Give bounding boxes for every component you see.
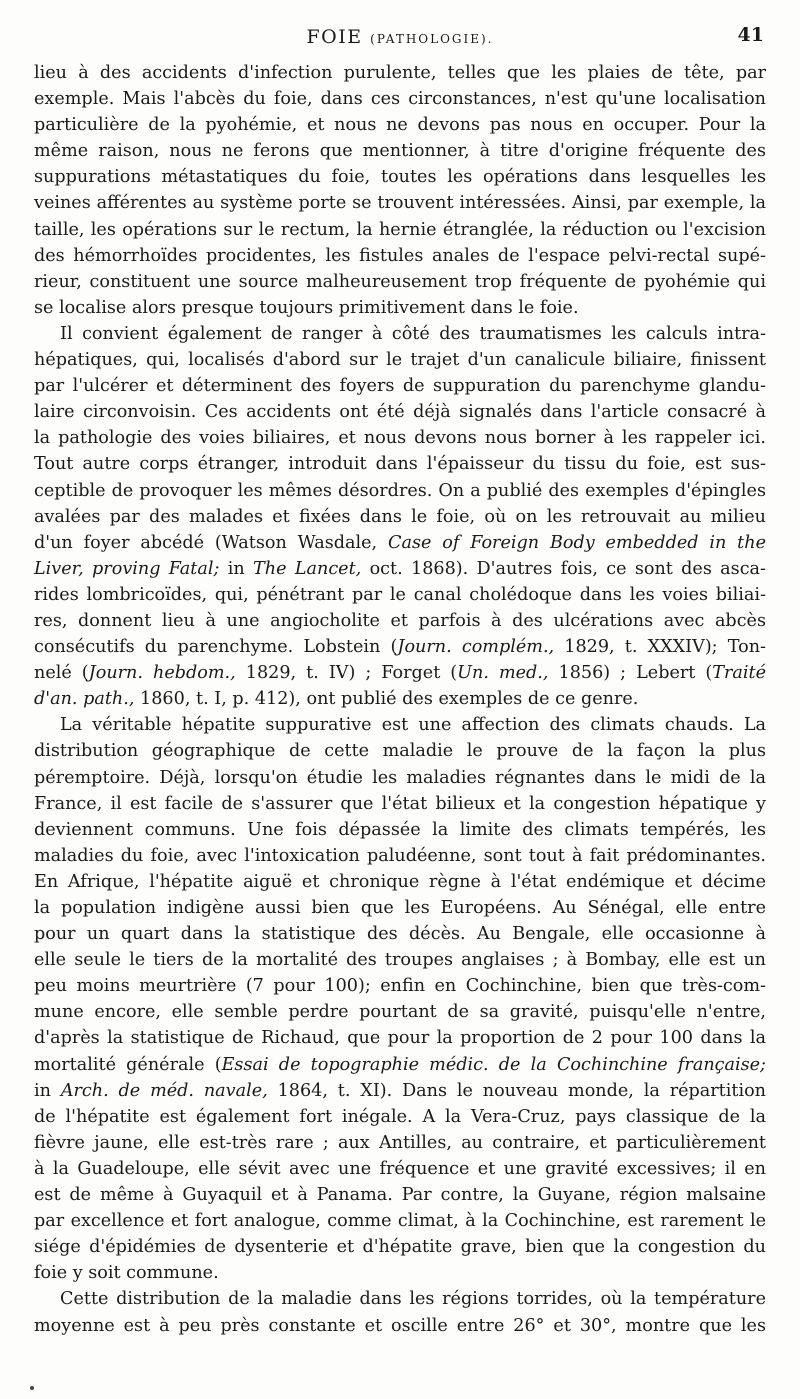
text-run: res, donnent lieu à une angiocholite et parfois à des ulcérations avec abcès [34, 610, 766, 631]
text-line [34, 556, 766, 582]
text-line [34, 999, 766, 1025]
text-line [34, 295, 766, 321]
text-run: France, il est facile de s'assurer que l'état bilieux et la congestion hépatique y [34, 793, 766, 814]
running-header [34, 26, 766, 56]
text-line [34, 791, 766, 817]
text-run: rieur, constituent une source malheureusement trop fréquente de pyohémie qui [34, 271, 766, 292]
text-line [34, 947, 766, 973]
italic-citation: Traité [712, 663, 766, 684]
body-text [34, 60, 766, 1339]
text-run: par excellence et fort analogue, comme climat, à la Cochinchine, est rarement le [34, 1211, 766, 1232]
text-line [34, 504, 766, 530]
text-run: rides lombricoïdes, qui, pénétrant par le canal cholédoque dans les voies biliai- [34, 584, 766, 605]
text-line [34, 1260, 766, 1286]
text-run: La véritable hépatite suppurative est une affection des climats chauds. La [60, 715, 766, 736]
italic-citation: Case of Foreign Body embedded in the [388, 532, 766, 553]
text-run: in [34, 1080, 61, 1101]
text-run: mune encore, elle semble perdre pourtant de sa gravité, puisqu'elle n'entre, [34, 1002, 766, 1023]
header-title-main: FOIE [306, 26, 363, 48]
text-run: même raison, nous ne ferons que mentionner, à titre d'origine fréquente des [34, 141, 766, 162]
text-run: distribution géographique de cette maladie le prouve de la façon la plus [34, 741, 766, 762]
text-run: exemple. Mais l'abcès du foie, dans ces circonstances, n'est qu'une localisation [34, 89, 766, 110]
text-run: est de même à Guyaquil et à Panama. Par contre, la Guyane, région malsaine [34, 1185, 766, 1206]
text-line [34, 1078, 766, 1104]
text-line [34, 817, 766, 843]
text-run: En Afrique, l'hépatite aiguë et chronique règne à l'état endémique et décime [34, 871, 766, 892]
text-run: Cette distribution de la maladie dans les régions torrides, où la température [60, 1289, 766, 1310]
italic-citation: The Lancet, [253, 558, 362, 579]
text-line [34, 1052, 766, 1078]
text-run: suppurations métastatiques du foie, toutes les opérations dans lesquelles les [34, 167, 766, 188]
text-line [34, 869, 766, 895]
text-run: pour un quart dans la statistique des décès. Au Bengale, elle occasionne à [34, 924, 766, 945]
text-line [34, 1025, 766, 1051]
text-run: de l'hépatite est également fort inégale. A la Vera-Cruz, pays classique de la [34, 1106, 766, 1127]
text-line [34, 321, 766, 347]
italic-citation: Journ. complém., [397, 637, 555, 658]
text-run: la pathologie des voies biliaires, et nous devons nous borner à les rappeler ici. [34, 428, 766, 449]
text-run: siége d'épidémies de dysenterie et d'hépatite grave, bien que la congestion du [34, 1237, 766, 1258]
text-run: mortalité générale ( [34, 1054, 222, 1075]
italic-citation: Liver, proving Fatal; [34, 558, 220, 579]
text-line [34, 1208, 766, 1234]
page-number: 41 [737, 24, 764, 46]
text-line [34, 217, 766, 243]
text-run: se localise alors presque toujours primitivement dans le foie. [34, 297, 579, 318]
header-title-sub: (PATHOLOGIE). [370, 32, 494, 46]
text-run: oct. 1868). D'autres fois, ce sont des asca- [361, 558, 766, 579]
text-run: 1860, t. I, p. 412), ont publié des exemples de ce genre. [134, 689, 639, 710]
text-line [34, 1234, 766, 1260]
text-run: elle seule le tiers de la mortalité des troupes anglaises ; à Bombay, elle est un [34, 950, 766, 971]
text-run: 1856) ; Lebert ( [548, 663, 713, 684]
text-line [34, 373, 766, 399]
text-run: lieu à des accidents d'infection purulente, telles que les plaies de tête, par [34, 63, 766, 83]
text-run: veines afférentes au système porte se trouvent intéressées. Ainsi, par exemple, la [34, 193, 766, 214]
text-run: deviennent communs. Une fois dépassée la limite des climats tempérés, les [34, 819, 766, 840]
text-line [34, 634, 766, 660]
text-line [34, 1156, 766, 1182]
text-line [34, 399, 766, 425]
italic-citation: Essai de topographie médic. de la Cochinchine française; [221, 1054, 766, 1075]
text-run: 1864, t. XI). Dans le nouveau monde, la répartition [267, 1080, 766, 1101]
text-run: particulière de la pyohémie, et nous ne devons pas nous en occuper. Pour la [34, 115, 766, 136]
text-run: d'un foyer abcédé (Watson Wasdale, [34, 532, 388, 553]
text-line [34, 425, 766, 451]
text-run: ceptible de provoquer les mêmes désordres. On a publié des exemples d'épingles [34, 480, 766, 501]
text-run: à la Guadeloupe, elle sévit avec une fréquence et une gravité excessives; il en [34, 1158, 766, 1179]
text-line [34, 765, 766, 791]
text-run: par l'ulcérer et déterminent des foyers de suppuration du parenchyme glandu- [34, 376, 766, 397]
text-line [34, 1104, 766, 1130]
text-run: 1829, t. IV) ; Forget ( [235, 663, 458, 684]
text-line [34, 138, 766, 164]
italic-citation: Un. med., [457, 663, 549, 684]
text-run: peu moins meurtrière (7 pour 100); enfin en Cochinchine, bien que très-com- [34, 976, 766, 997]
text-run: nelé ( [34, 663, 89, 684]
text-run: avalées par des malades et fixées dans le foie, où on les retrouvait au milieu [34, 506, 766, 527]
text-line [34, 164, 766, 190]
text-run: maladies du foie, avec l'intoxication paludéenne, sont tout à fait prédominantes. [34, 845, 766, 866]
text-line [34, 1130, 766, 1156]
text-run: 1829, t. XXXIV); Ton- [554, 637, 766, 658]
text-run: d'après la statistique de Richaud, que pour la proportion de 2 pour 100 dans la [34, 1028, 766, 1049]
text-line [34, 895, 766, 921]
text-run: laire circonvoisin. Ces accidents ont été déjà signalés dans l'article consacré à [34, 402, 766, 423]
text-line [34, 1313, 766, 1339]
text-line [34, 608, 766, 634]
text-line [34, 347, 766, 373]
text-line [34, 451, 766, 477]
text-line [34, 243, 766, 269]
text-line [34, 843, 766, 869]
text-run: Tout autre corps étranger, introduit dans l'épaisseur du tissu du foie, est sus- [34, 454, 766, 475]
text-run: foie y soit commune. [34, 1263, 219, 1284]
text-line [34, 921, 766, 947]
text-run: moyenne est à peu près constante et oscille entre 26° et 30°, montre que les [34, 1315, 766, 1336]
text-line [34, 973, 766, 999]
italic-citation: Journ. hebdom., [88, 663, 236, 684]
text-line [34, 1286, 766, 1312]
text-line [34, 738, 766, 764]
text-run: péremptoire. Déjà, lorsqu'on étudie les maladies régnantes dans le midi de la [34, 767, 766, 788]
text-line [34, 686, 766, 712]
text-line [34, 60, 766, 86]
text-run: hépatiques, qui, localisés d'abord sur le trajet d'un canalicule biliaire, finissent [34, 350, 766, 371]
text-line [34, 478, 766, 504]
text-line [34, 582, 766, 608]
text-run: taille, les opérations sur le rectum, la hernie étranglée, la réduction ou l'excision [34, 219, 766, 240]
text-run: des hémorrhoïdes procidentes, les fistules anales de l'espace pelvi-rectal supé- [34, 245, 766, 266]
text-line [34, 269, 766, 295]
ink-spot [30, 1386, 34, 1390]
text-run: la population indigène aussi bien que les Européens. Au Sénégal, elle entre [34, 898, 766, 918]
text-line [34, 660, 766, 686]
header-title [34, 26, 766, 48]
text-run: consécutifs du parenchyme. Lobstein ( [34, 637, 398, 658]
text-run: in [219, 558, 254, 579]
text-line [34, 530, 766, 556]
text-line [34, 86, 766, 112]
text-run: fièvre jaune, elle est-très rare ; aux Antilles, au contraire, et particulièrement [34, 1132, 766, 1153]
italic-citation: Arch. de méd. navale, [60, 1080, 268, 1101]
text-line [34, 712, 766, 738]
text-line [34, 190, 766, 216]
text-line [34, 112, 766, 138]
text-line [34, 1182, 766, 1208]
italic-citation: d'an. path., [34, 689, 135, 710]
text-run: Il convient également de ranger à côté des traumatismes les calculs intra- [60, 323, 766, 344]
